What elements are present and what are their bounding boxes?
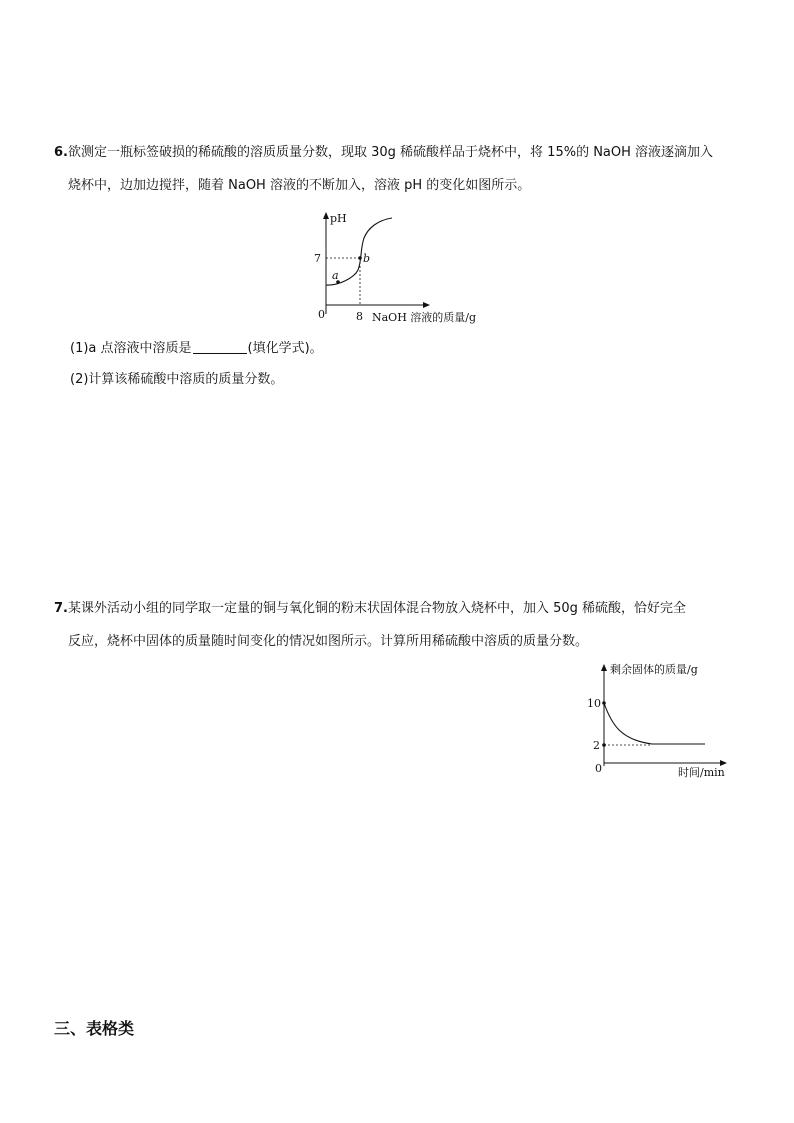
q6-line-1: [54, 143, 713, 163]
solid-mass-chart: [580, 658, 740, 783]
mass-curve: [604, 703, 705, 744]
q6-sub1-pre: (1)a 点溶液中溶质是: [70, 341, 192, 356]
section-3-title: 三、表格类: [54, 1019, 135, 1038]
q7-line-1: [54, 599, 686, 619]
q6-sub1: [70, 339, 323, 359]
mass-origin-label: 0: [595, 762, 602, 775]
mass-point-10: [602, 701, 606, 705]
q6-sub1-post: (填化学式)。: [247, 341, 323, 356]
mass-x-label: 时间/min: [678, 766, 725, 779]
mass-y-label: 剩余固体的质量/g: [610, 663, 698, 676]
q7-number: 7.: [54, 601, 68, 616]
ph-origin-label: 0: [318, 308, 325, 321]
q6-line-2: 烧杯中，边加边搅拌，随着 NaOH 溶液的不断加入，溶液 pH 的变化如图所示。: [68, 178, 531, 193]
mass-y-tick-2: 2: [593, 739, 600, 752]
point-b: [358, 256, 362, 260]
mass-point-2: [602, 743, 606, 747]
q7-text-1: 某课外活动小组的同学取一定量的铜与氧化铜的粉末状固体混合物放入烧杯中，加入 50g 稀硫酸，恰好完全: [67, 601, 687, 616]
q6-number: 6.: [54, 145, 68, 160]
point-b-label: b: [363, 252, 371, 265]
ph-chart-y-arrow: [323, 212, 329, 219]
ph-chart: [310, 210, 510, 325]
q7-line-2: 反应，烧杯中固体的质量随时间变化的情况如图所示。计算所用稀硫酸中溶质的质量分数。: [68, 634, 589, 649]
mass-chart-y-arrow: [601, 664, 607, 671]
ph-x-tick-8: 8: [356, 310, 363, 323]
ph-y-label: pH: [330, 212, 347, 225]
answer-blank[interactable]: [193, 339, 247, 354]
mass-y-tick-10: 10: [587, 697, 601, 710]
ph-x-label: NaOH 溶液的质量/g: [372, 311, 477, 324]
ph-y-tick-7: 7: [314, 252, 321, 265]
ph-chart-x-arrow: [423, 302, 430, 308]
q6-sub2: (2)计算该稀硫酸中溶质的质量分数。: [70, 372, 284, 387]
point-a-label: a: [332, 269, 339, 282]
q6-text-1: 欲测定一瓶标签破损的稀硫酸的溶质质量分数，现取 30g 稀硫酸样品于烧杯中，将 15%的 NaOH 溶液逐滴加入: [67, 145, 714, 160]
